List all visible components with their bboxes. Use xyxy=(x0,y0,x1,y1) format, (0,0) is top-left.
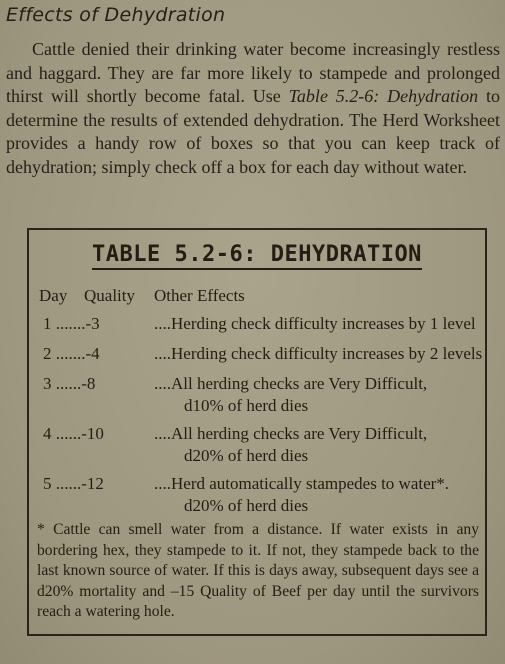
row-day-quality: 3 ......-8 xyxy=(43,374,96,393)
table-reference: Table 5.2-6: Dehydration xyxy=(288,86,479,106)
header-other-effects: Other Effects xyxy=(154,286,245,305)
intro-paragraph xyxy=(6,38,500,179)
table-row xyxy=(43,373,427,417)
row-effect-continued: d10% of herd dies xyxy=(184,396,309,415)
row-effect-continued: d20% of herd dies xyxy=(184,496,309,515)
row-day-quality: 2 .......-4 xyxy=(43,344,100,363)
footnote-text: * Cattle can smell water from a distance. If water exists in any bordering hex, they stampede to it. If not, they stampede back to the last known source of water. If this is days away, subsequent days see a d20% mortality and –15 Quality of Beef per day until the survivors reach a watering hole. xyxy=(37,521,479,620)
row-effect: ....All herding checks are Very Difficult, xyxy=(154,374,428,393)
dehydration-table xyxy=(27,228,487,636)
row-effect: ....Herding check difficulty increases by 1 level xyxy=(154,314,476,333)
table-footnote xyxy=(37,520,479,623)
row-effect: ....Herd automatically stampedes to water*. xyxy=(154,474,450,493)
table-row xyxy=(43,473,449,517)
row-day-quality: 1 .......-3 xyxy=(43,314,100,333)
table-row xyxy=(43,343,482,365)
row-day-quality: 5 ......-12 xyxy=(43,474,104,493)
row-effect-continued: d20% of herd dies xyxy=(184,446,309,465)
row-effect: ....All herding checks are Very Difficult, xyxy=(154,424,428,443)
table-row xyxy=(43,423,427,467)
section-heading: Effects of Dehydration xyxy=(6,4,226,26)
header-quality: Quality xyxy=(84,286,135,305)
row-effect: ....Herding check difficulty increases by 2 levels xyxy=(154,344,483,363)
intro-text-part1: Cattle denied their drinking water become increasingly restless and haggard. They are far more likely to stampede and prolonged thirst will shortly become fatal. Use xyxy=(6,39,500,106)
header-day: Day xyxy=(39,286,68,305)
table-title-text: TABLE 5.2-6: DEHYDRATION xyxy=(92,242,422,270)
row-day-quality: 4 ......-10 xyxy=(43,424,104,443)
table-title xyxy=(29,242,485,267)
intro-text-part2: to determine the results of extended dehydration. The Herd Worksheet provides a handy row of boxes so that you can keep track of dehydration; simply check off a box for each day without water. xyxy=(6,86,500,177)
table-row xyxy=(43,313,476,335)
